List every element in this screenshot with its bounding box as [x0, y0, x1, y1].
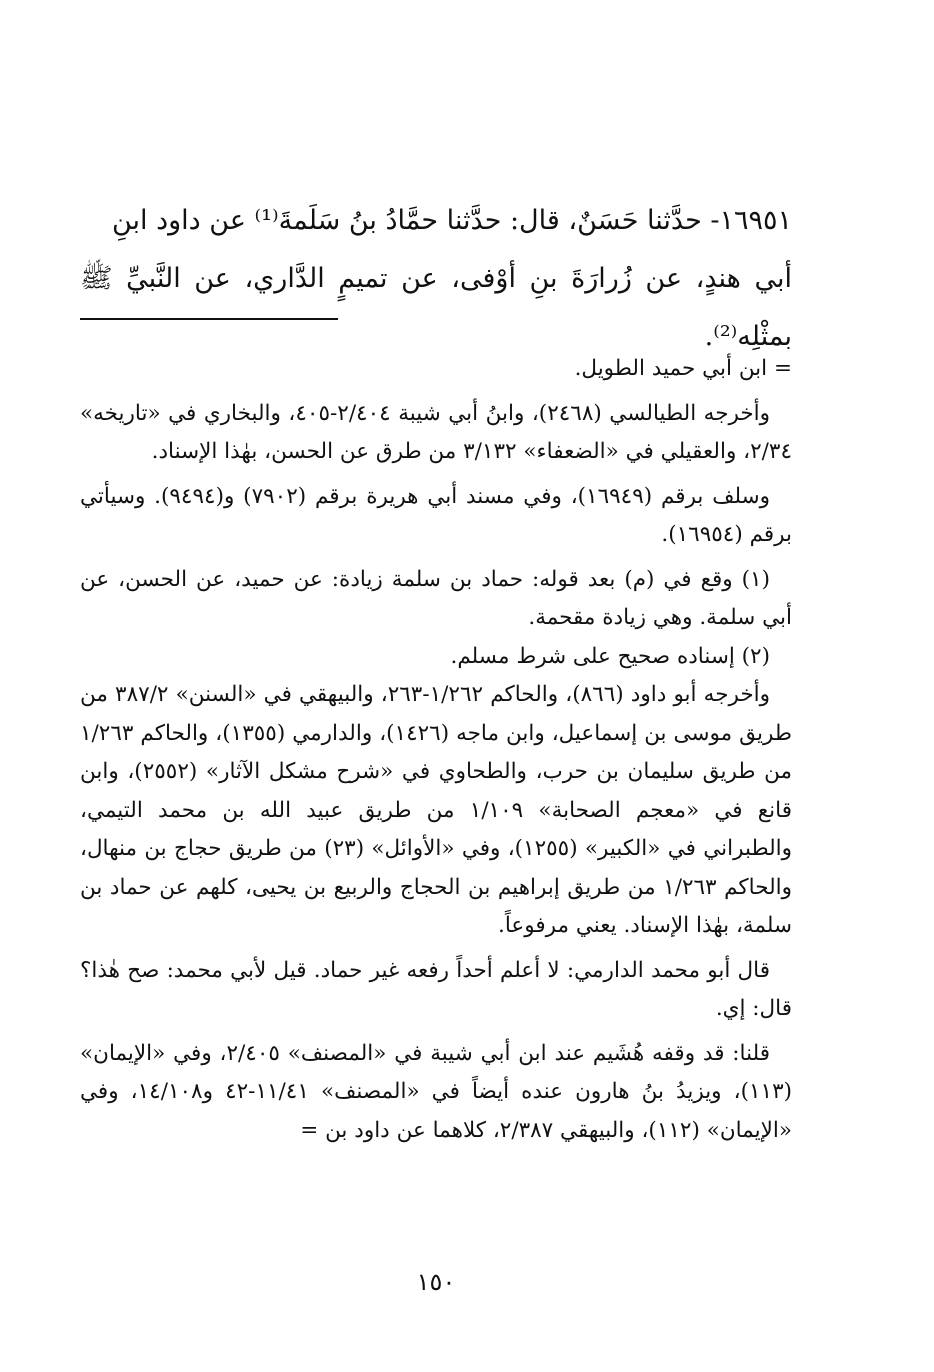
footnote-separator — [80, 318, 338, 320]
footnote-paragraph: وأخرجه الطيالسي (٢٤٦٨)، وابنُ أبي شيبة ٢/٤٠٤-٤٠٥، والبخاري في «تاريخه» ٢/٣٤، والعقيلي في «الضعفاء» ٣/١٣٢ من طرق عن الحسن، بهٰذا الإسناد. — [80, 400, 792, 464]
footnote-continuation: = ابن أبي حميد الطويل. — [574, 356, 792, 381]
footnote-paragraph: وأخرجه أبو داود (٨٦٦)، والحاكم ١/٢٦٢-٢٦٣، والبيهقي في «السنن» ٣٨٧/٢ من طريق موسى بن إسماعيل، وابن ماجه (١٤٢٦)، والدارمي (١٣٥٥)، والحاكم ١/٢٦٣ من طريق سليمان بن حرب، والطحاوي في «شرح مشكل الآثار» (٢٥٥٢)، وابن قانع في «معجم الصحابة» ١/١٠٩ من طريق عبيد الله بن محمد التيمي، والطبراني في «الكبير» (١٢٥٥)، وفي «الأوائل» (٢٣) من طريق حجاج بن منهال، والحاكم ١/٢٦٣ من طريق إبراهيم بن الحجاج والربيع بن يحيى، كلهم عن حماد بن سلمة، بهٰذا الإسناد. يعني مرفوعاً. — [80, 682, 792, 938]
hadith-text — [80, 192, 792, 366]
footnote-paragraph: قلنا: قد وقفه هُشَيم عند ابن أبي شيبة في «المصنف» ٢/٤٠٥، وفي «الإيمان» (١١٣)، ويزيدُ بنُ هارون عنده أيضاً في «المصنف» ١١/٤١-٤٢ و١٤/١٠٨، وفي «الإيمان» (١١٢)، والبيهقي ٢/٣٨٧، كلاهما عن داود بن = — [80, 1040, 793, 1143]
footnote-2: (٢) إسناده صحيح على شرط مسلم. — [450, 643, 770, 669]
footnote-1: (١) وقع في (م) بعد قوله: حماد بن سلمة زيادة: عن حميد، عن الحسن، عن أبي سلمة. وهي زيادة مقحمة. — [80, 566, 792, 630]
document-page — [80, 0, 792, 1372]
footnotes — [80, 350, 792, 1150]
footnote-paragraph: قال أبو محمد الدارمي: لا أعلم أحداً رفعه غير حماد. قيل لأبي محمد: صح هٰذا؟ قال: إي. — [80, 957, 792, 1021]
hadith-line-2: أبي هندٍ، عن زُرارَةَ بنِ أوْفى، عن تميمٍ الدَّاري، عن النَّبيِّ ﷺ بمثْلِه⁽²⁾. — [80, 263, 792, 352]
footnote-paragraph: وسلف برقم (١٦٩٤٩)، وفي مسند أبي هريرة برقم (٧٩٠٢) و(٩٤٩٤). وسيأتي برقم (١٦٩٥٤). — [80, 483, 792, 547]
hadith-line-1: ١٦٩٥١- حدَّثنا حَسَنٌ، قال: حدَّثنا حمَّادُ بنُ سَلَمةَ⁽¹⁾ عن داود ابنِ — [111, 205, 792, 236]
page-number: ١٥٠ — [416, 1268, 456, 1296]
